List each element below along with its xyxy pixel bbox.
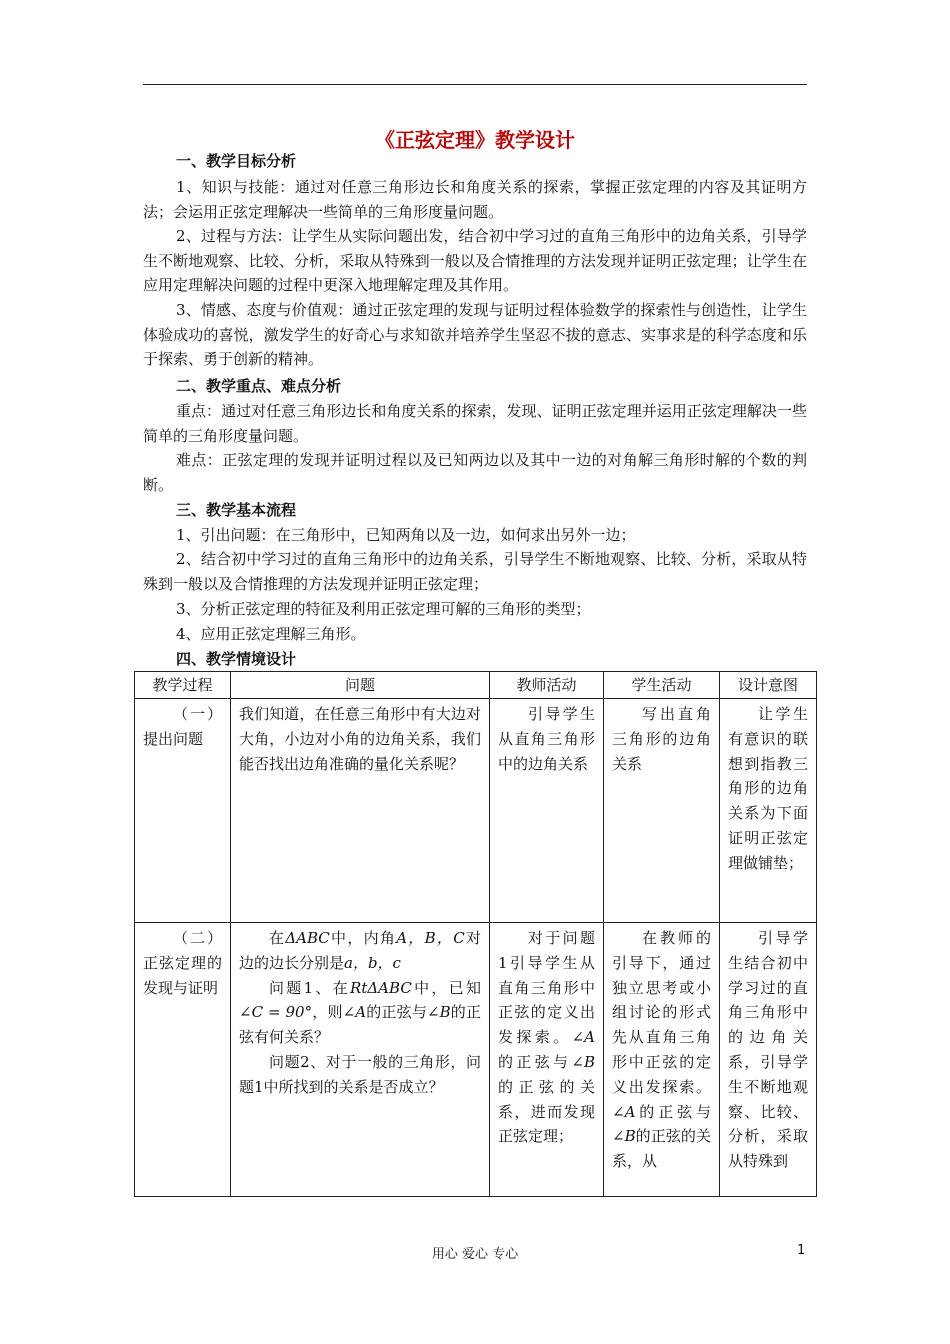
process-cell: （二）正弦定理的发现与证明: [135, 923, 231, 1197]
header-rule: [143, 84, 807, 85]
teaching-context-table: [134, 671, 817, 1197]
paragraph: 1、引出问题：在三角形中，已知两角以及一边，如何求出另外一边；: [176, 526, 636, 544]
column-header: 学生活动: [604, 672, 720, 699]
question-1: 问题1、在RtΔABC中，已知∠C = 90°，则∠A的正弦与∠B的正弦有何关系？: [239, 978, 481, 1047]
table-header-row: [135, 672, 817, 699]
teacher-activity-cell: 对于问题1引导学生从直角三角形中正弦的定义出发探索。∠A的正弦与∠B的正弦的关系，进而发现正弦定理；: [490, 923, 604, 1197]
design-intent-cell: 让学生有意识的联想到指教三角形的边角关系为下面证明正弦定理做铺垫；: [720, 699, 817, 923]
page-number: 1: [797, 1243, 806, 1258]
paragraph: 2、结合初中学习过的直角三角形中的边角关系，引导学生不断地观察、比较、分析，采取从特殊到一般以及合情推理的方法发现并证明正弦定理；: [143, 550, 807, 593]
table-row: [135, 699, 817, 923]
footer-motto: 用心 爱心 专心: [431, 1247, 519, 1262]
question-cell: 我们知道，在任意三角形中有大边对大角，小边对小角的边角关系，我们能否找出边角准确的量化关系呢？: [231, 699, 490, 923]
triangle-intro: 在ΔABC中，内角A，B，C对边的边长分别是a，b，c: [239, 929, 481, 972]
column-header: 教学过程: [135, 672, 231, 699]
paragraph: 重点：通过对任意三角形边长和角度关系的探索，发现、证明正弦定理并运用正弦定理解决一些简单的三角形度量问题。: [143, 402, 807, 445]
question-2: 问题2、对于一般的三角形，问题1中所找到的关系是否成立？: [239, 1052, 481, 1096]
section-heading-2: 二、教学重点、难点分析: [176, 377, 342, 395]
column-header: 教师活动: [490, 672, 604, 699]
section-heading-1: 一、教学目标分析: [176, 152, 297, 170]
student-activity-cell: 写出直角三角形的边角关系: [604, 699, 720, 923]
paragraph: 3、分析正弦定理的特征及利用正弦定理可解的三角形的类型；: [176, 600, 591, 618]
paragraph: 2、过程与方法：让学生从实际问题出发，结合初中学习过的直角三角形中的边角关系，引导学生不断地观察、比较、分析，采取从特殊到一般以及合情推理的方法发现并证明正弦定理；让学生在应用定理解决问题的过程中更深入地理解定理及其作用。: [143, 227, 807, 294]
design-intent-cell: 引导学生结合初中学习过的直角三角形中的边角关系，引导学生不断地观察、比较、分析，采取从特殊到: [720, 923, 817, 1197]
column-header: 问题: [231, 672, 490, 699]
section-heading-4: 四、教学情境设计: [176, 650, 297, 668]
teacher-activity-cell: 引导学生从直角三角形中的边角关系: [490, 699, 604, 923]
paragraph: 1、知识与技能：通过对任意三角形边长和角度关系的探索，掌握正弦定理的内容及其证明方法；会运用正弦定理解决一些简单的三角形度量问题。: [143, 178, 807, 221]
section-heading-3: 三、教学基本流程: [176, 501, 297, 519]
paragraph: 3、情感、态度与价值观：通过正弦定理的发现与证明过程体验数学的探索性与创造性，让学生体验成功的喜悦，激发学生的好奇心与求知欲并培养学生坚忍不拔的意志、实事求是的科学态度和乐于探索、勇于创新的精神。: [143, 301, 807, 368]
student-activity-cell: 在教师的引导下，通过独立思考或小组讨论的形式先从直角三角形中正弦的定义出发探索。∠A的正弦与∠B的正弦的关系，从: [604, 923, 720, 1197]
question-cell: [231, 923, 490, 1197]
column-header: 设计意图: [720, 672, 817, 699]
document-title: 《正弦定理》教学设计: [375, 128, 575, 152]
paragraph: 4、应用正弦定理解三角形。: [176, 625, 366, 643]
process-cell: （一）提出问题: [135, 699, 231, 923]
table-row: [135, 923, 817, 1197]
paragraph: 难点：正弦定理的发现并证明过程以及已知两边以及其中一边的对角解三角形时解的个数的判断。: [143, 451, 807, 494]
